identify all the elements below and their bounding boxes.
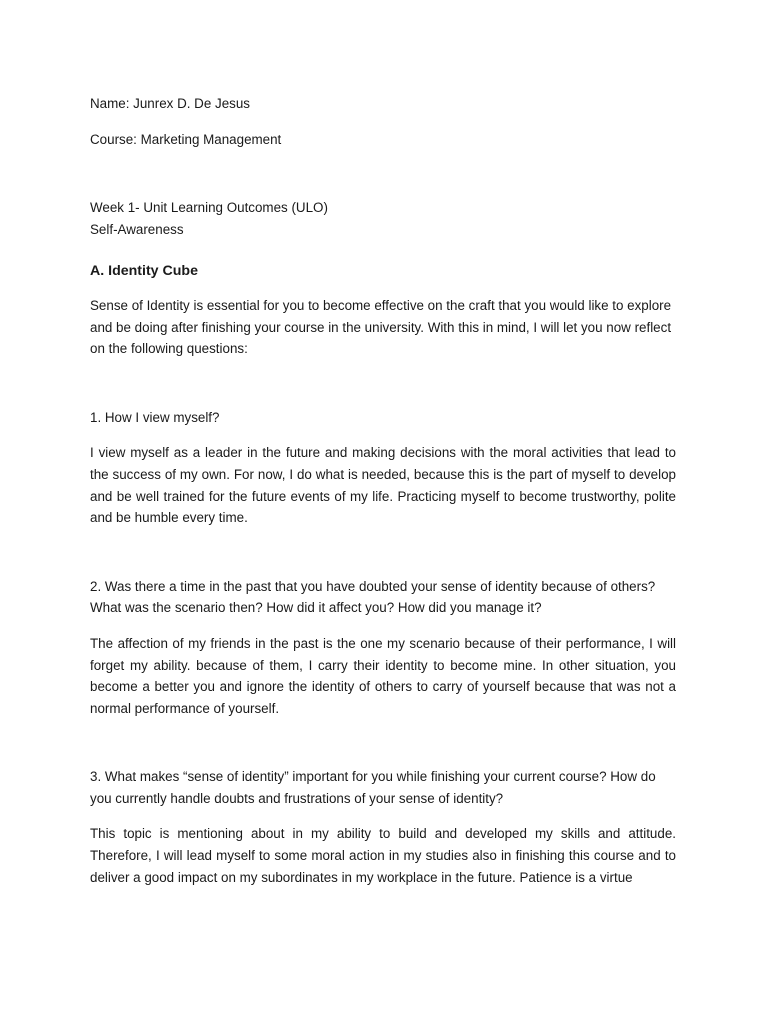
document-body <box>90 93 676 888</box>
answer-3: This topic is mentioning about in my ability to build and developed my skills and attitude. Therefore, I will lead myself to some moral action in my studies also in finishing this course and to deliver a good impact on my subordinates in my workplace in the future. Patience is a virtue <box>90 826 676 885</box>
week-title: Week 1- Unit Learning Outcomes (ULO) <box>90 200 328 216</box>
section-heading: A. Identity Cube <box>90 263 198 280</box>
question-3: 3. What makes “sense of identity” important for you while finishing your current course? How do you currently handle doubts and frustrations of your sense of identity? <box>90 769 656 806</box>
section-intro: Sense of Identity is essential for you to become effective on the craft that you would like to explore and be doing after finishing your course in the university. With this in mind, I will let you now reflect on the following questions: <box>90 297 672 357</box>
answer-1: I view myself as a leader in the future and making decisions with the moral activities that lead to the success of my own. For now, I do what is needed, because this is the part of myself to develop and be well trained for the future events of my life. Practicing myself to become trustworthy, polite and be humble every time. <box>90 445 676 526</box>
question-1: 1. How I view myself? <box>90 409 220 425</box>
course-name: Course: Marketing Management <box>90 131 282 147</box>
answer-2: The affection of my friends in the past is the one my scenario because of their performance, I will forget my ability. because of them, I carry their identity to become mine. In other situation, you become a better you and ignore the identity of others to carry of yourself because that was not a normal performance of yourself. <box>90 635 676 716</box>
question-2: 2. Was there a time in the past that you have doubted your sense of identity because of others? What was the scenario then? How did it affect you? How did you manage it? <box>90 578 656 616</box>
topic-title: Self-Awareness <box>90 221 184 237</box>
student-name: Name: Junrex D. De Jesus <box>90 96 251 111</box>
